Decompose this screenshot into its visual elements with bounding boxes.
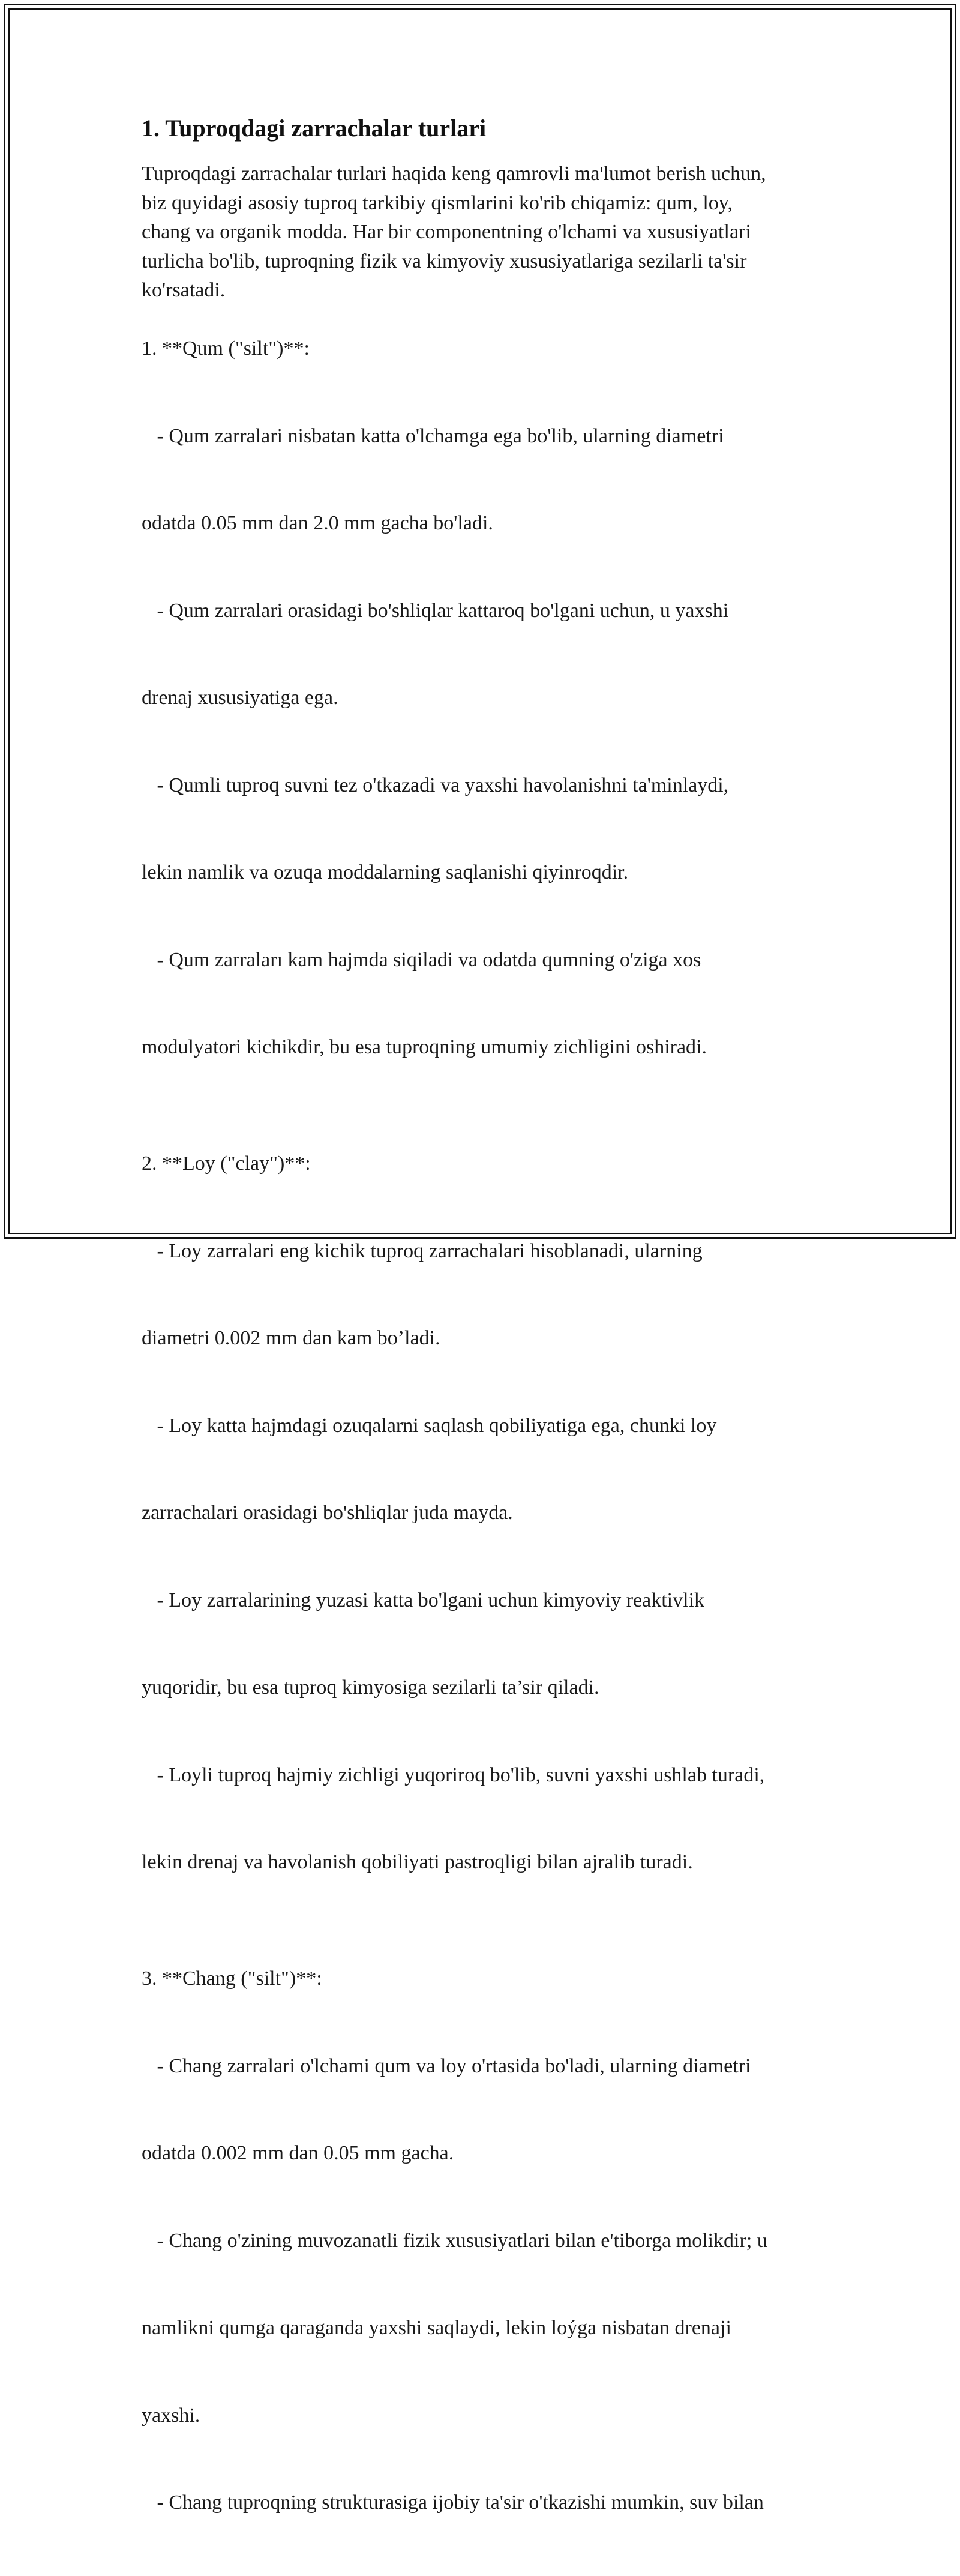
document-body	[142, 112, 832, 2576]
text-line: - Loy zarralari eng kichik tuproq zarrachalari hisoblanadi, ularning	[142, 1239, 703, 1262]
text-line: modulyatori kichikdir, bu esa tuproqning umumiy zichligini oshiradi.	[142, 1036, 707, 1058]
intro-line: turlicha bo'lib, tuproqning fizik va kimyoviy xususiyatlariga sezilarli ta'sir	[142, 250, 747, 272]
text-line: namlikni qumga qaraganda yaxshi saqlaydi, lekin loýga nisbatan drenaji	[142, 2317, 731, 2339]
text-line: odatda 0.05 mm dan 2.0 mm gacha bo'ladi.	[142, 512, 493, 534]
text-line: - Loyli tuproq hajmiy zichligi yuqoriroq bo'lib, suvni yaxshi ushlab turadi,	[142, 1763, 765, 1786]
section-text	[142, 364, 832, 1121]
section-heading: 2. **Loy ("clay")**:	[142, 1152, 311, 1175]
document-title: 1. Tuproqdagi zarrachalar turlari	[142, 115, 487, 142]
intro-line: chang va organik modda. Har bir componentning o'lchami va xususiyatlari	[142, 221, 751, 243]
text-line: drenaj xususiyatiga ega.	[142, 687, 338, 709]
text-line: - Qum zarralari nisbatan katta o'lchamga ega bo'lib, ularning diametri	[142, 424, 724, 447]
intro-line: Tuproqdagi zarrachalar turlari haqida keng qamrovli ma'lumot berish uchun,	[142, 163, 766, 185]
text-line: lekin namlik va ozuqa moddalarning saqlanishi qiyinroqdir.	[142, 861, 629, 883]
text-line: yaxshi.	[142, 2404, 200, 2427]
section-silt	[142, 1964, 832, 2576]
section-sand	[142, 334, 832, 1121]
section-clay	[142, 1149, 832, 1936]
text-line: - Chang o'zining muvozanatli fizik xususiyatlari bilan e'tiborga molikdir; u	[142, 2229, 767, 2252]
text-line: lekin drenaj va havolanish qobiliyati pastroqligi bilan ajralib turadi.	[142, 1851, 693, 1873]
intro-line: biz quyidagi asosiy tuproq tarkibiy qismlarini ko'rib chiqamiz: qum, loy,	[142, 191, 733, 214]
intro-line: ko'rsatadi.	[142, 279, 226, 301]
section-heading: 3. **Chang ("silt")**:	[142, 1967, 322, 1990]
text-line: - Loy katta hajmdagi ozuqalarni saqlash qobiliyatiga ega, chunki loy	[142, 1414, 717, 1437]
text-line: diametri 0.002 mm dan kam bo’ladi.	[142, 1327, 440, 1349]
text-line: zarrachalari orasidagi bo'shliqlar juda mayda.	[142, 1502, 513, 1524]
text-line: odatda 0.002 mm dan 0.05 mm gacha.	[142, 2142, 454, 2164]
text-line: - Chang zarralari o'lchami qum va loy o'rtasida bo'ladi, ularning diametri	[142, 2054, 751, 2077]
text-line: - Chang tuproqning strukturasiga ijobiy ta'sir o'tkazishi mumkin, suv bilan	[142, 2491, 764, 2514]
section-heading: 1. **Qum ("silt")**:	[142, 337, 310, 360]
text-line: - Qum zarralari orasidagi bo'shliqlar kattaroq bo'lgani uchun, u yaxshi	[142, 599, 729, 622]
section-text	[142, 1994, 832, 2576]
text-line: - Loy zarralarining yuzasi katta bo'lgani uchun kimyoviy reaktivlik	[142, 1589, 705, 1612]
text-line: - Qum zarraları kam hajmda siqiladi va odatda qumning o'ziga xos	[142, 948, 701, 971]
text-line: yuqoridir, bu esa tuproq kimyosiga sezilarli ta’sir qiladi.	[142, 1676, 599, 1699]
section-text	[142, 1179, 832, 1936]
text-line: - Qumli tuproq suvni tez o'tkazadi va yaxshi havolanishni ta'minlaydi,	[142, 774, 729, 796]
intro-paragraph	[142, 160, 832, 305]
